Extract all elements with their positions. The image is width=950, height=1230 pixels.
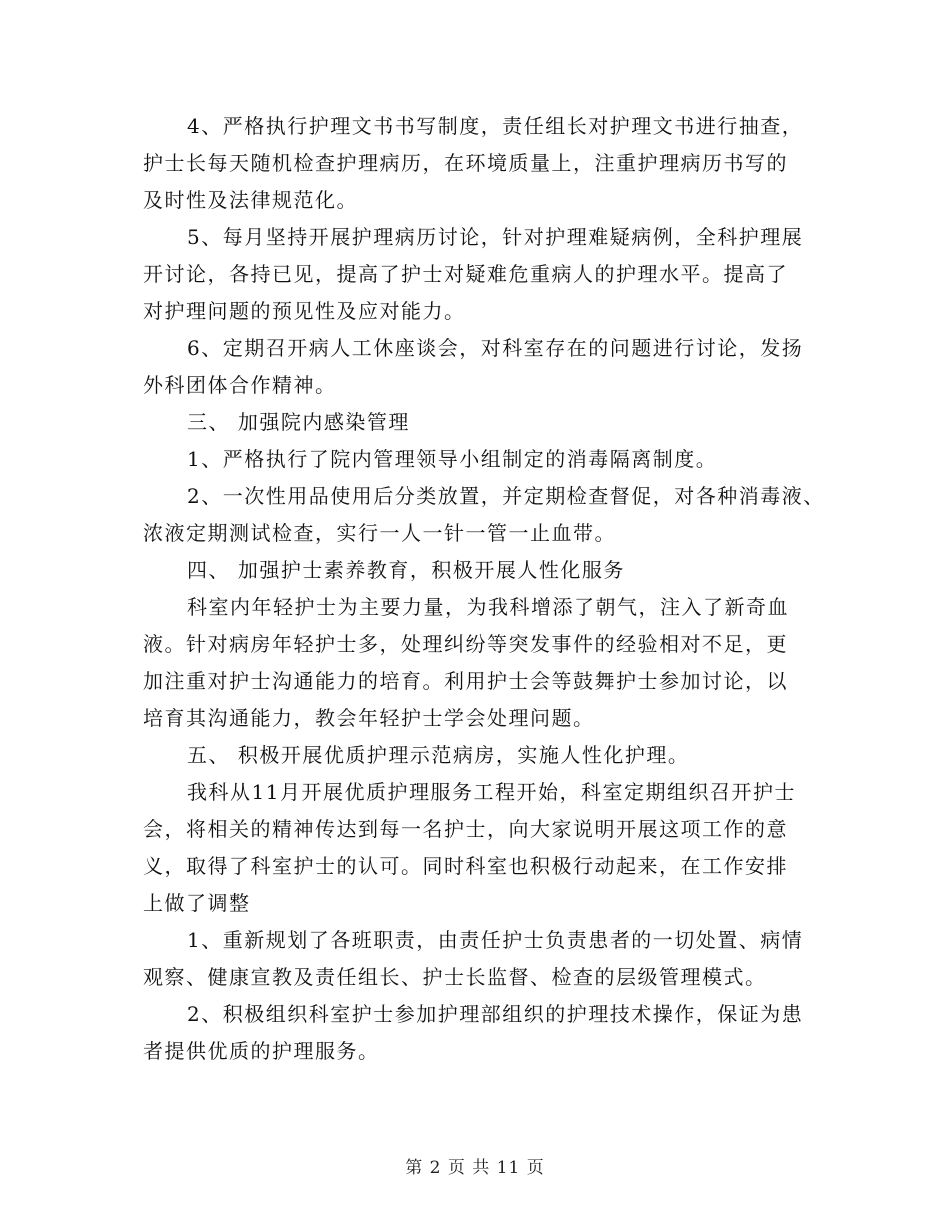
text-line: 浓液定期测试检查，实行一人一针一管一止血带。 xyxy=(143,521,616,545)
text-line: 我科从11月开展优质护理服务工程开始，科室定期组织召开护士 xyxy=(187,780,796,804)
text-line: 外科团体合作精神。 xyxy=(143,373,337,397)
text-line: 四、 加强护士素养教育，积极开展人性化服务 xyxy=(187,558,625,582)
text-line: 液。针对病房年轻护士多，处理纠纷等突发事件的经验相对不足，更 xyxy=(143,632,788,656)
text-line: 4、严格执行护理文书书写制度，责任组长对护理文书进行抽查， xyxy=(187,114,804,138)
text-line: 开讨论，各持已见，提高了护士对疑难危重病人的护理水平。提高了 xyxy=(143,262,788,286)
text-line: 及时性及法律规范化。 xyxy=(143,188,358,212)
text-line: 加注重对护士沟通能力的培育。利用护士会等鼓舞护士参加讨论，以 xyxy=(143,669,788,693)
text-line: 1、严格执行了院内管理领导小组制定的消毒隔离制度。 xyxy=(187,447,718,471)
text-line: 1、重新规划了各班职责，由责任护士负责患者的一切处置、病情 xyxy=(187,928,804,952)
text-line: 者提供优质的护理服务。 xyxy=(143,1039,380,1063)
text-line: 会，将相关的精神传达到每一名护士，向大家说明开展这项工作的意 xyxy=(143,817,788,841)
text-line: 三、 加强院内感染管理 xyxy=(187,410,410,434)
text-line: 培育其沟通能力，教会年轻护士学会处理问题。 xyxy=(143,706,595,730)
document-body xyxy=(143,108,825,1070)
page-footer: 第 2 页 共 11 页 xyxy=(405,1158,545,1178)
text-line: 上做了调整 xyxy=(143,891,251,915)
text-line: 对护理问题的预见性及应对能力。 xyxy=(143,299,466,323)
text-line: 2、一次性用品使用后分类放置，并定期检查督促，对各种消毒液、 xyxy=(187,484,825,508)
text-line: 护士长每天随机检查护理病历，在环境质量上，注重护理病历书写的 xyxy=(143,151,788,175)
text-line: 科室内年轻护士为主要力量，为我科增添了朝气，注入了新奇血 xyxy=(187,595,789,619)
text-line: 五、 积极开展优质护理示范病房，实施人性化护理。 xyxy=(187,743,690,767)
text-line: 5、每月坚持开展护理病历讨论，针对护理难疑病例，全科护理展 xyxy=(187,225,804,249)
text-line: 义，取得了科室护士的认可。同时科室也积极行动起来，在工作安排 xyxy=(143,854,788,878)
text-line: 观察、健康宣教及责任组长、护士长监督、检查的层级管理模式。 xyxy=(143,965,767,989)
text-line: 2、积极组织科室护士参加护理部组织的护理技术操作，保证为患 xyxy=(187,1002,804,1026)
text-line: 6、定期召开病人工休座谈会，对科室存在的问题进行讨论，发扬 xyxy=(187,336,804,360)
